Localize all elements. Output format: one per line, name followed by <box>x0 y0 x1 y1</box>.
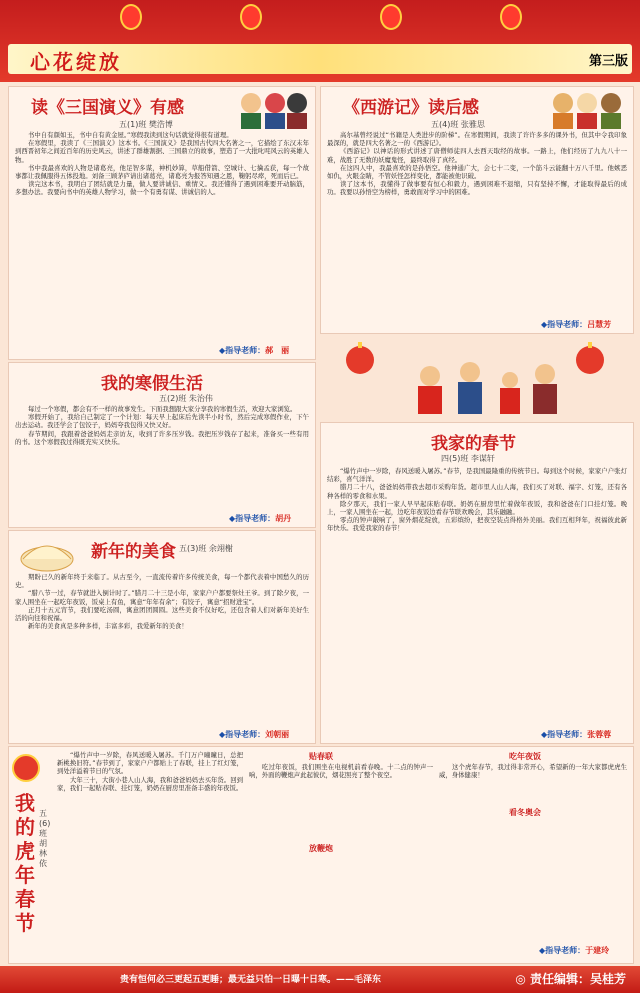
three-kingdoms-figures-icon <box>231 89 311 129</box>
teacher-tag: ◆指导老师：张蓉蓉 <box>541 730 612 739</box>
article-byline: 五(1)班 樊浩博 <box>119 120 173 129</box>
teacher-tag: ◆指导老师：吕慧芳 <box>541 320 612 329</box>
paragraph: 春节期间，我跟着爸爸妈妈走亲访友，收到了许多压岁钱。我把压岁钱存了起来，准备买一些有用的书。这个寒假我过得既充实又快乐。 <box>15 429 309 446</box>
article-body <box>327 131 627 317</box>
article-title: 我家的春节 <box>431 434 516 454</box>
journey-west-figures-icon <box>547 89 627 129</box>
article-title: 我的寒假生活 <box>101 374 203 394</box>
sub-heading: 看冬奥会 <box>509 808 541 817</box>
paragraph: 腊月二十八，爸爸妈妈带我去超市采购年货。超市里人山人海，我们买了对联、福字、灯笼，还有各种各样的零食和水果。 <box>327 483 627 500</box>
paragraph: 零点的钟声敲响了，窗外烟花绽放，五彩缤纷，把夜空装点得格外美丽。我们互相拜年，祝福彼此新年快乐。我爱我家的春节！ <box>327 516 627 533</box>
paragraph: 在这四人中，我最喜欢的是孙悟空。他神通广大，会七十二变，一个筋斗云能翻十万八千里。他嫉恶如仇，火眼金睛，不管妖怪怎样变化，都能被他识破。 <box>327 163 627 181</box>
article-byline: 五(6)班 胡林依 <box>39 809 51 868</box>
paragraph: 在寒假里，我读了《三国演义》这本书。《三国演义》是我国古代四大名著之一，它描绘了东汉末年到西晋初年之间近百年的历史风云，讲述了群雄割据、三国鼎立的故事，塑造了一大批叱咤风云的英雄人物。 <box>15 139 309 164</box>
paragraph: 《西游记》以神话的形式讲述了唐僧师徒四人去西天取经的故事。一路上，他们经历了九九八十一难，战胜了无数的妖魔鬼怪，最终取得了真经。 <box>327 147 627 164</box>
lantern-icon <box>240 4 262 30</box>
editor-name: 吴桂芳 <box>589 972 626 986</box>
paragraph: 这个虎年春节，我过得非常开心，希望新的一年大家都虎虎生威，身体健康！ <box>439 763 627 780</box>
paragraph: 读了这本书，我懂得了做事要有恒心和毅力，遇到困难不退缩，只有坚持不懈，才能取得最后的成功。我要以孙悟空为榜样，勇敢面对学习中的困难。 <box>327 180 627 197</box>
teacher-name: 吕慧芳 <box>587 320 612 329</box>
paragraph: 除夕那天，我们一家人早早起床贴春联。奶奶在厨房里忙着做年夜饭，我和爸爸在门口挂灯笼。晚上，一家人围坐在一起，边吃年夜饭边看春节联欢晚会，其乐融融。 <box>327 499 627 517</box>
article-body <box>327 467 627 725</box>
article-title: 《西游记》读后感 <box>343 98 479 118</box>
article-body <box>15 131 309 343</box>
teacher-name: 刘朝丽 <box>265 730 290 739</box>
teacher-name: 张蓉蓉 <box>587 730 612 739</box>
paragraph: 寒假开始了，我给自己制定了一个计划：每天早上起床后先读半小时书，然后完成寒假作业，下午出去运动。我还学会了包饺子，妈妈夸我包得又快又好。 <box>15 413 309 430</box>
brand-title: 心花绽放 <box>30 50 122 74</box>
article-new-year-food <box>8 530 316 744</box>
paragraph: 书中自有颜如玉，书中自有黄金屋。”寒假我读到这句话就觉得很有道理。 <box>28 131 233 139</box>
teacher-tag: ◆指导老师：郝 丽 <box>219 346 290 355</box>
article-body <box>15 573 309 727</box>
teacher-label: 指导老师： <box>545 946 586 955</box>
editor-label: 责任编辑： <box>529 972 590 986</box>
article-title: 我的虎年春节 <box>15 791 35 935</box>
article-family-spring-festival <box>320 422 634 744</box>
sub-heading: 吃年夜饭 <box>509 752 541 761</box>
teacher-label: 指导老师： <box>235 514 276 523</box>
paragraph: 大年三十，大街小巷人山人海，我和爸爸妈妈去买年货。回到家，我们一起贴春联、挂灯笼，奶奶在厨房里准备丰盛的年夜饭。 <box>57 775 243 792</box>
lantern-icon <box>500 4 522 30</box>
lantern-icon <box>120 4 142 30</box>
paragraph: 书中我最喜欢的人物是诸葛亮，他足智多谋，神机妙算，草船借箭、空城计、七擒孟获，每一个故事都让我佩服得五体投地。刘备三顾茅庐请出诸葛亮，诸葛亮为报答知遇之恩，鞠躬尽瘁，死而后已。 <box>15 163 309 181</box>
sub-heading: 放鞭炮 <box>309 844 333 853</box>
teacher-label: 指导老师： <box>225 730 266 739</box>
paragraph: 读完这本书，我明白了团结就是力量，做人要讲诚信、重情义。我还懂得了遇到困难要开动脑筋，多想办法。我要向书中的英雄人物学习，做一个有勇有谋、讲诚信的人。 <box>15 180 309 197</box>
lantern-icon <box>380 4 402 30</box>
family-festival-illustration <box>320 336 632 420</box>
paragraph: 正月十五元宵节，我们要吃汤圆，寓意团团圆圆。这些美食不仅好吃，还包含着人们对新年美好生活的向往和祝福。 <box>15 605 309 623</box>
article-byline: 五(4)班 张雅思 <box>431 120 485 129</box>
paragraph: 期盼已久的新年终于来临了。从古至今，一直流传着许多传统美食，每一个都代表着中国愁久的历史。 <box>15 573 309 590</box>
article-sanguo <box>8 86 316 360</box>
article-tiger-year <box>8 746 634 964</box>
teacher-tag: ◆指导老师：胡丹 <box>229 514 292 523</box>
paragraph: 新年的美食真是多种多样，丰富多彩，我爱新年的美食！ <box>28 622 188 631</box>
teacher-label: 指导老师： <box>547 730 588 739</box>
article-body-col3 <box>439 763 627 939</box>
footer-quote: 贵有恒何必三更起五更睡；最无益只怕一日曝十日寒。——毛泽东 <box>120 975 382 985</box>
article-title: 新年的美食 <box>91 542 176 562</box>
fu-lantern-icon <box>11 753 41 783</box>
article-body <box>15 405 309 509</box>
teacher-label: 指导老师： <box>225 346 266 355</box>
paragraph: “爆竹声中一岁除，春风送暖入屠苏。千门万户曈曈日，总把新桃换旧符。”春节到了，家家户户都贴上了春联，挂上了红灯笼，到处洋溢着节日的气氛。 <box>57 751 243 776</box>
article-byline: 四(5)班 李谋轩 <box>441 454 495 463</box>
teacher-name: 郝 丽 <box>265 346 290 355</box>
article-winter-vacation <box>8 362 316 528</box>
article-body-col1 <box>57 751 243 955</box>
article-xiyou <box>320 86 634 334</box>
paragraph: “爆竹声中一岁除，春风送暖入屠苏。”春节，是我国最隆重的传统节日。每到这个时候，家家户户张灯结彩，喜气洋洋。 <box>327 467 627 484</box>
paragraph: 吃过年夜饭，我们围坐在电视机前看春晚。十二点的钟声一响，外面的鞭炮声此起彼伏，烟花照亮了整个夜空。 <box>249 763 433 780</box>
article-byline: 五(2)班 朱治伟 <box>159 394 213 403</box>
teacher-label: 指导老师： <box>547 320 588 329</box>
article-body-col2 <box>249 763 433 953</box>
footer-editor: ◎ 责任编辑：吴桂芳 <box>515 972 626 986</box>
paragraph: “腊八节一过，春节就进入倒计时了。”腊月二十三是小年，家家户户都要祭灶王爷。到了除夕夜，一家人围坐在一起吃年夜饭，饭桌上有鱼，寓意“年年有余”；有饺子，寓意“招财进宝”。 <box>15 589 309 606</box>
teacher-name: 于建玲 <box>585 946 610 955</box>
article-title: 读《三国演义》有感 <box>31 98 184 118</box>
paragraph: 每过一个寒假，都会有不一样的故事发生。下面我想跟大家分享我的寒假生活，欢迎大家浏览。 <box>28 405 297 413</box>
page-header <box>0 0 640 82</box>
sub-heading: 贴春联 <box>309 752 333 761</box>
teacher-tag: ◆指导老师：于建玲 <box>539 946 610 955</box>
teacher-tag: ◆指导老师：刘朝丽 <box>219 730 290 739</box>
teacher-name: 胡丹 <box>275 514 292 523</box>
dumpling-icon <box>17 533 77 573</box>
edition-label: 第三版 <box>588 54 628 69</box>
article-byline: 五(3)班 余翊榭 <box>179 544 233 553</box>
paragraph: 高尔基曾经说过“书籍是人类进步的阶梯”。在寒假期间，我读了许许多多的课外书，但其中令我印象最深的，就是四大名著之一的《西游记》。 <box>327 131 627 148</box>
